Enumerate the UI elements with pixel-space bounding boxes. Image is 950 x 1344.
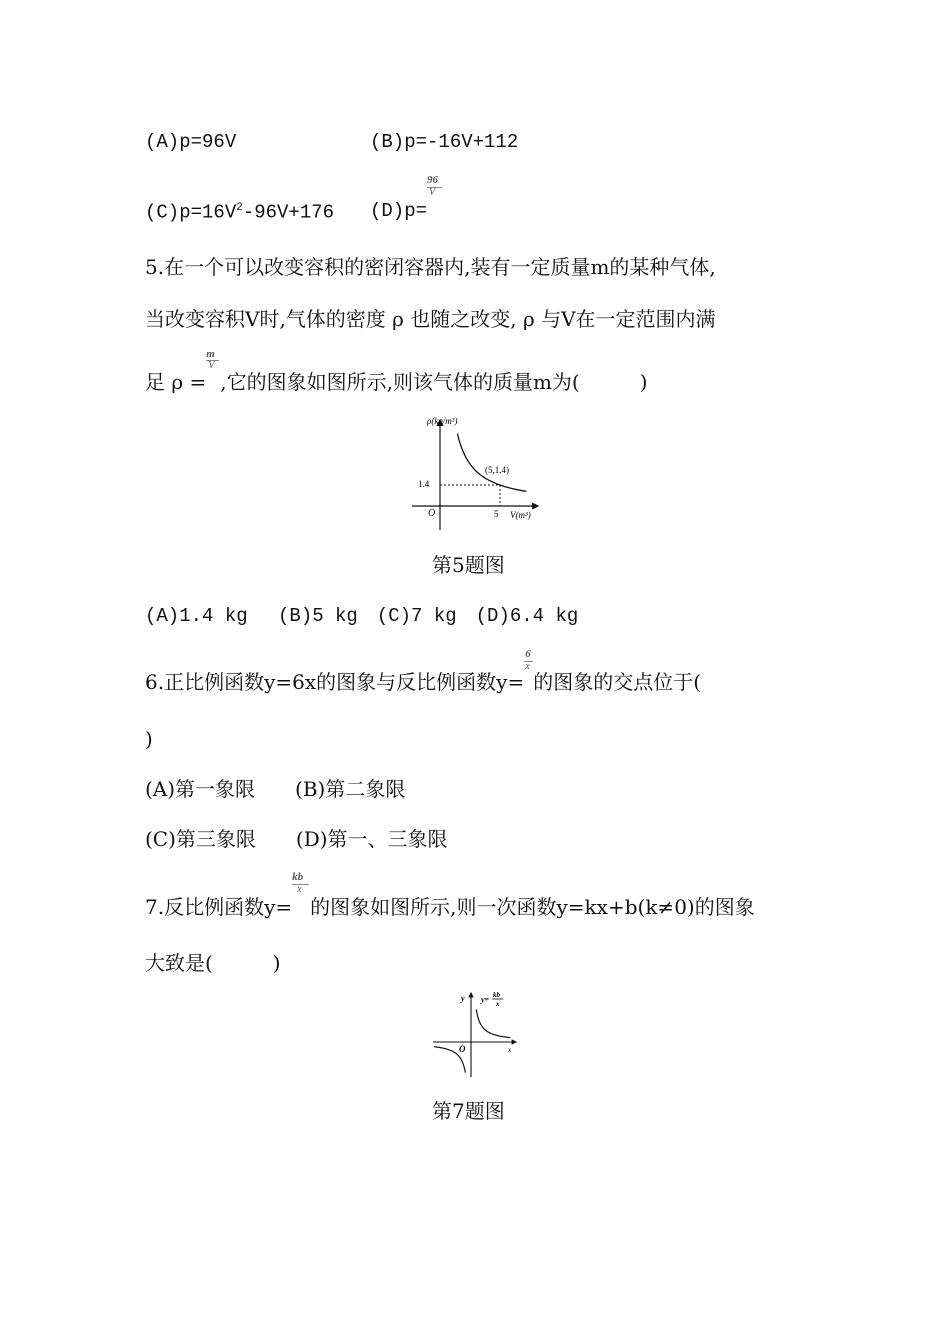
- fraction-numerator: kb: [292, 871, 304, 883]
- q7-y-axis-label: y: [461, 994, 465, 1003]
- q5-origin-label: O: [428, 508, 436, 519]
- q5-y-axis-label: ρ(kg/m³): [427, 416, 458, 426]
- q6-fraction: [524, 648, 533, 689]
- q4-option-d-fraction: [427, 174, 443, 216]
- fraction-denominator: V: [429, 187, 436, 198]
- q5-line-3-text: 足 ρ =: [145, 370, 207, 394]
- q5-line-3-rest: ,它的图象如图所示,则该气体的质量m为( ): [220, 370, 648, 394]
- fraction-numerator: 96: [427, 174, 439, 186]
- q5-line-3: [145, 348, 648, 394]
- q7-origin-label: O: [459, 1044, 466, 1054]
- q7-caption: 第7题图: [432, 1099, 505, 1123]
- q5-x-axis-label: V(m³): [510, 510, 531, 520]
- fraction-denominator: V: [208, 360, 215, 371]
- q6-options-cd: (C)第三象限 (D)第一、三象限: [145, 827, 448, 851]
- q7-line-1-text: 7.反比例函数y=: [145, 895, 293, 919]
- q4-option-c-rest: -96V+176: [242, 201, 335, 224]
- q7-line-1: [145, 871, 755, 919]
- q6-options-ab: (A)第一象限 (B)第二象限: [145, 777, 406, 801]
- q7-equation-denominator: x: [496, 1000, 500, 1008]
- q7-line-1-rest: 的图象如图所示,则一次函数y=kx+b(k≠0)的图象: [310, 895, 755, 919]
- q5-caption: 第5题图: [432, 553, 505, 577]
- q7-line-2: 大致是( ): [145, 951, 281, 975]
- q7-curve-branch-1: [476, 1009, 510, 1037]
- q5-density-fraction: [206, 348, 220, 389]
- q5-y-tick-label: 1.4: [418, 479, 430, 489]
- q5-curve: [457, 434, 526, 492]
- q7-equation-prefix: y=: [481, 995, 490, 1004]
- q6-line-1-rest: 的图象的交点位于(: [533, 670, 702, 694]
- q5-graph: [400, 410, 550, 535]
- q4-option-c: [145, 196, 334, 224]
- q5-point-label: (5,1.4): [485, 465, 509, 475]
- q4-option-d: [370, 174, 443, 223]
- q4-option-c-exponent: 2: [236, 202, 243, 214]
- q4-option-d-text: (D)p=: [370, 200, 428, 222]
- q7-graph: [428, 985, 523, 1080]
- q5-line-1: 5.在一个可以改变容积的密闭容器内,装有一定质量m的某种气体,: [145, 255, 716, 279]
- q6-line-2: ): [145, 727, 153, 751]
- q6-line-1-text: 6.正比例函数y=6x的图象与反比例函数y=: [145, 670, 525, 694]
- q4-option-b: (B)p=-16V+112: [370, 131, 519, 153]
- q4-option-c-text: (C)p=16V: [145, 201, 237, 224]
- q5-line-2: 当改变容积V时,气体的密度 ρ 也随之改变, ρ 与V在一定范围内满: [145, 307, 716, 331]
- fraction-numerator: 6: [525, 648, 531, 660]
- fraction-denominator: x: [525, 661, 530, 672]
- q7-fraction: [292, 871, 310, 914]
- q7-equation-numerator: kb: [493, 991, 500, 999]
- fraction-numerator: m: [206, 348, 215, 360]
- q7-x-axis-label: x: [508, 1046, 512, 1054]
- q5-x-tick-label: 5: [494, 509, 499, 519]
- q4-option-a: (A)p=96V: [145, 131, 237, 153]
- q5-options: (A)1.4 kg (B)5 kg (C)7 kg (D)6.4 kg: [145, 605, 579, 627]
- q6-line-1: [145, 648, 702, 694]
- fraction-denominator: x: [297, 884, 302, 895]
